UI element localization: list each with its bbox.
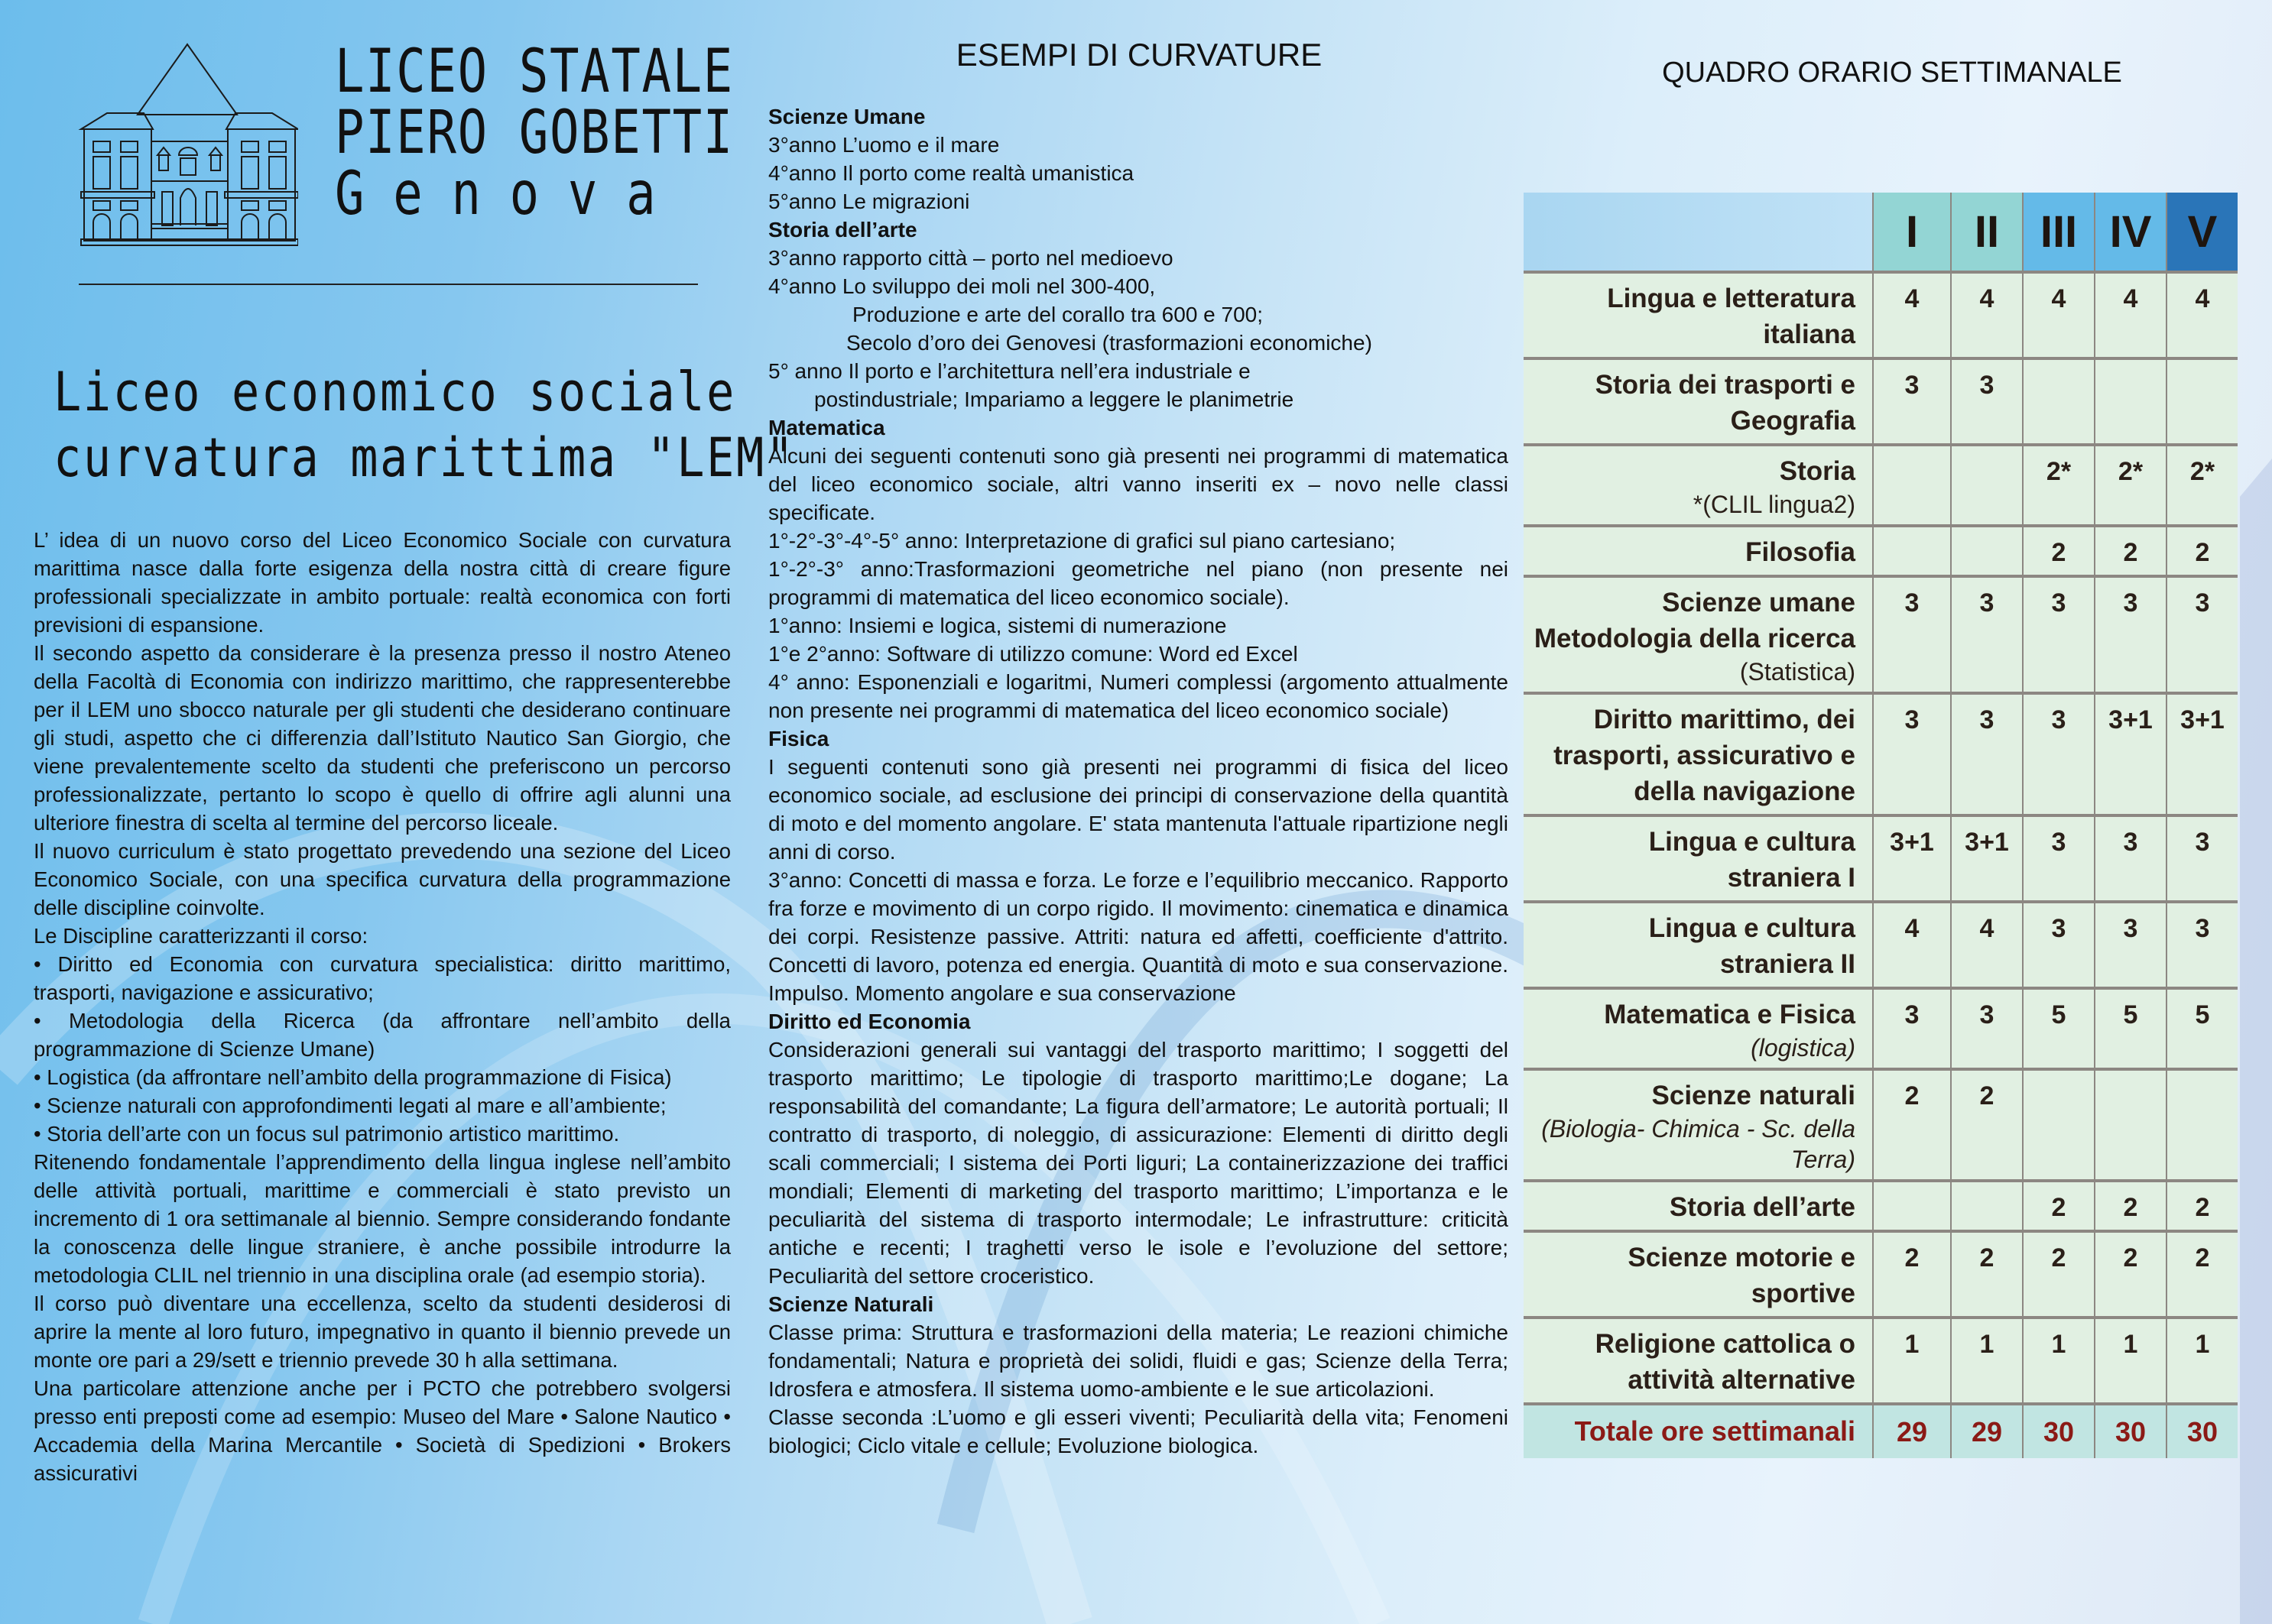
intro-paragraph: Una particolare attenzione anche per i PCTO che potrebbero svolgersi presso enti preposti come ad esempio: Museo del Mare • Salone Nautico • Accademia della Marina Mercantile • Società di Spedizioni • Brokers assicurativi (34, 1376, 731, 1485)
total-hours-cell: 30 (2167, 1404, 2238, 1458)
hours-cell: 3+1 (1951, 815, 2023, 902)
hours-cell: 4 (2023, 272, 2095, 358)
hours-cell: 2 (1951, 1231, 2023, 1318)
hours-cell (1951, 445, 2023, 526)
total-hours-cell: 29 (1951, 1404, 2023, 1458)
curvature-line: 4° anno: Esponenziali e logaritmi, Numeri complessi (argomento attualmente non presente nei programmi di matematica del liceo economico sociale) (768, 670, 1508, 722)
hours-cell: 2* (2167, 445, 2238, 526)
hours-cell: 3 (2023, 902, 2095, 988)
hours-cell: 2 (2023, 1231, 2095, 1318)
timetable-row (1524, 272, 2238, 358)
hours-cell: 4 (1873, 272, 1951, 358)
subject-name: Scienze motorie e sportive (1628, 1243, 1855, 1308)
timetable-row (1524, 1231, 2238, 1318)
intro-paragraph: Il corso può diventare una eccellenza, scelto da studenti desiderosi di aprire la mente al loro futuro, impegnativo in quanto il biennio prevede un monte ore pari a 29/sett e triennio prevede 30 h alla settimana. (34, 1292, 731, 1372)
hours-cell: 2* (2023, 445, 2095, 526)
course-title-line-1: Liceo economico sociale (54, 361, 736, 423)
subject-name: Storia (1779, 456, 1855, 486)
hours-cell: 2 (2167, 1231, 2238, 1318)
subject-cell (1524, 445, 1873, 526)
curvature-paragraph: Alcuni dei seguenti contenuti sono già presenti nei programmi di matematica del liceo economico sociale, altri vanno inseriti ex – novo nelle classi specificate. (768, 444, 1508, 524)
discipline-bullet: • Storia dell’arte con un focus sul patrimonio artistico marittimo. (34, 1120, 731, 1148)
subject-name: Lingua e cultura straniera II (1648, 913, 1855, 979)
discipline-bullet: • Scienze naturali con approfondimenti legati al mare e all’ambiente; (34, 1091, 731, 1120)
subject-name: Religione cattolica o attività alternative (1595, 1329, 1855, 1395)
subject-note: (logistica) (1751, 1034, 1855, 1062)
hours-cell (2023, 1069, 2095, 1181)
hours-cell: 2 (2095, 526, 2167, 576)
subject-name: Filosofia (1745, 537, 1855, 567)
timetable-row (1524, 1181, 2238, 1231)
hours-cell: 3 (1873, 358, 1951, 445)
curvature-line: 3°anno L’uomo e il mare (768, 133, 1000, 157)
hours-cell (2095, 358, 2167, 445)
subject-name: Lingua e cultura straniera I (1648, 827, 1855, 893)
section-heading-fisica: Fisica (768, 727, 829, 750)
hours-cell: 3 (1951, 988, 2023, 1069)
subject-cell (1524, 1231, 1873, 1318)
total-hours-cell: 30 (2023, 1404, 2095, 1458)
hours-cell: 1 (2095, 1318, 2167, 1404)
hours-cell: 3 (1951, 576, 2023, 693)
section-heading-scienze-naturali: Scienze Naturali (768, 1292, 934, 1316)
timetable-row (1524, 988, 2238, 1069)
timetable-row (1524, 902, 2238, 988)
hours-cell: 3 (2095, 576, 2167, 693)
hours-cell (1873, 526, 1951, 576)
discipline-bullet: • Logistica (da affrontare nell’ambito della programmazione di Fisica) (34, 1063, 731, 1091)
year-header: I (1873, 193, 1951, 272)
subject-note: (Biologia- Chimica - Sc. della Terra) (1541, 1115, 1855, 1173)
hours-cell: 2 (1873, 1069, 1951, 1181)
timetable-row (1524, 1069, 2238, 1181)
curvature-paragraph: Considerazioni generali sui vantaggi del trasporto marittimo; I soggetti del trasporto marittimo; Le tipologie di trasporto marittimo;Le dogane; La responsabilità del comandante; La figura dell’armatore; Le autorità portuali; Il contratto di trasporto, di noleggio, di assicurazione: Elementi di diritto degli scali commerciali; I sistema dei Porti liguri; La containerizzazione dei traffici mondiali; Elementi di marketing del trasporto marittimo; L’importanza e le peculiarità del sistema di trasporto intermodale; Le infrastrutture: criticità antiche e recenti; I traghetti verso le isole e l’evoluzione del settore; Peculiarità del settore croceristico. (768, 1038, 1508, 1288)
subject-cell (1524, 902, 1873, 988)
intro-paragraph: Le Discipline caratterizzanti il corso: (34, 924, 368, 948)
hours-cell: 3 (2167, 576, 2238, 693)
hours-cell: 3 (2167, 815, 2238, 902)
hours-cell: 3 (2095, 902, 2167, 988)
intro-paragraph: Il nuovo curriculum è stato progettato prevedendo una sezione del Liceo Economico Sociale, con una specifica curvatura della programmazione delle discipline coinvolte. (34, 839, 731, 919)
section-heading-storia-arte: Storia dell’arte (768, 218, 917, 241)
hours-cell: 2 (1951, 1069, 2023, 1181)
hours-cell: 4 (2167, 272, 2238, 358)
curvature-title: ESEMPI DI CURVATURE (956, 37, 1323, 73)
school-name (335, 37, 821, 229)
discipline-bullet: • Diritto ed Economia con curvatura specialistica: diritto marittimo, trasporti, navigazione e assicurativo; (34, 950, 731, 1006)
subject-cell (1524, 1069, 1873, 1181)
hours-cell: 3 (2023, 815, 2095, 902)
hours-cell: 3 (2023, 693, 2095, 815)
hours-cell: 3+1 (2095, 693, 2167, 815)
curvature-line: 3°anno rapporto città – porto nel medioevo (768, 246, 1173, 270)
curvature-line: postindustriale; Impariamo a leggere le planimetrie (814, 387, 1294, 411)
curvature-paragraph: Classe seconda :L’uomo e gli esseri viventi; Peculiarità della vita; Fenomeni biologici; Ciclo vitale e cellule; Evoluzione biologica. (768, 1405, 1508, 1457)
school-name-line-1: LICEO STATALE (335, 37, 734, 106)
hours-cell: 3 (1873, 576, 1951, 693)
timetable-row (1524, 445, 2238, 526)
subject-cell (1524, 1318, 1873, 1404)
total-label: Totale ore settimanali (1524, 1404, 1873, 1458)
section-heading-scienze-umane: Scienze Umane (768, 105, 926, 128)
hours-cell: 1 (2167, 1318, 2238, 1404)
hours-cell (1873, 1181, 1951, 1231)
timetable-row (1524, 1318, 2238, 1404)
discipline-bullet: • Metodologia della Ricerca (da affrontare nell’ambito della programmazione di Scienze Umane) (34, 1006, 731, 1063)
subject-name: Lingua e letteratura italiana (1607, 284, 1855, 349)
intro-text (34, 526, 731, 1487)
curvature-line: 5° anno Il porto e l’architettura nell’era industriale e (768, 359, 1251, 383)
year-header: IV (2095, 193, 2167, 272)
subject-cell (1524, 815, 1873, 902)
curvature-line: 5°anno Le migrazioni (768, 190, 970, 213)
timetable-title: QUADRO ORARIO SETTIMANALE (1662, 57, 2122, 89)
subject-name: Storia dei trasporti e Geografia (1595, 370, 1855, 436)
hours-cell: 2 (2023, 526, 2095, 576)
timetable-body (1524, 272, 2238, 1458)
course-title-line-2: curvatura marittima "LEM" (54, 426, 796, 489)
subject-cell (1524, 526, 1873, 576)
hours-cell: 2 (2095, 1181, 2167, 1231)
hours-cell: 3 (2095, 815, 2167, 902)
curvature-line: 4°anno Il porto come realtà umanistica (768, 161, 1134, 185)
hours-cell (1951, 1181, 2023, 1231)
course-title (0, 359, 796, 491)
school-name-line-2: PIERO GOBETTI (335, 99, 734, 167)
curvature-paragraph: Classe prima: Struttura e trasformazioni della materia; Le reazioni chimiche fondamentali; Natura e proprietà dei solidi, fluidi e gas; Scienze della Terra; Idrosfera e atmosfera. Il sistema uomo-ambiente e le sue articolazioni. (768, 1321, 1508, 1401)
subject-cell (1524, 576, 1873, 693)
total-row (1524, 1404, 2238, 1458)
subject-note: (Statistica) (1739, 658, 1855, 686)
intro-paragraph: L’ idea di un nuovo corso del Liceo Economico Sociale con curvatura marittima nasce dalla forte esigenza della nostra città di creare figure professionali specializzate in ambito portuale: realtà economica con forti previsioni di espansione. (34, 528, 731, 637)
timetable-row (1524, 576, 2238, 693)
hours-cell: 3 (1951, 358, 2023, 445)
subject-note: *(CLIL lingua2) (1693, 491, 1855, 518)
hours-cell (2095, 1069, 2167, 1181)
curvature-paragraph: I seguenti contenuti sono già presenti nei programmi di fisica del liceo economico sociale, ad esclusione dei principi di conservazione della quantità di moto e del momento angolare. E' stata mantenuta l'attuale ripartizione negli anni di corso. (768, 755, 1508, 864)
subject-cell (1524, 988, 1873, 1069)
hours-cell: 3 (2167, 902, 2238, 988)
subject-name: Diritto marittimo, dei trasporti, assicurativo e della navigazione (1553, 705, 1855, 806)
curvature-line: 1°e 2°anno: Software di utilizzo comune: Word ed Excel (768, 642, 1298, 666)
year-header: V (2167, 193, 2238, 272)
subject-name: Scienze naturali (1651, 1081, 1855, 1110)
hours-cell: 4 (1951, 272, 2023, 358)
hours-cell: 3+1 (2167, 693, 2238, 815)
subject-name: Storia dell’arte (1669, 1192, 1855, 1222)
hours-cell: 3 (1951, 693, 2023, 815)
header-divider (79, 284, 698, 285)
hours-cell: 1 (1873, 1318, 1951, 1404)
curvature-line: Produzione e arte del corallo tra 600 e 700; (852, 303, 1264, 326)
subject-cell (1524, 358, 1873, 445)
weekly-timetable (1524, 193, 2238, 1458)
hours-cell: 3 (2023, 576, 2095, 693)
hours-cell (2023, 358, 2095, 445)
hours-cell: 3+1 (1873, 815, 1951, 902)
hours-cell: 4 (2095, 272, 2167, 358)
total-hours-cell: 30 (2095, 1404, 2167, 1458)
header-blank-cell (1524, 193, 1873, 272)
hours-cell: 2 (2167, 526, 2238, 576)
subject-cell (1524, 1181, 1873, 1231)
intro-paragraph: Ritenendo fondamentale l’apprendimento della lingua inglese nell’ambito delle attività portuali, marittime e commerciali è stato previsto un incremento di 1 ora settimanale al biennio. Sempre considerando fondante la conoscenza delle lingue straniere, è anche possibile introdurre la metodologia CLIL nel triennio in una disciplina orale (ad esempio storia). (34, 1150, 731, 1287)
hours-cell: 3 (1873, 693, 1951, 815)
hours-cell: 4 (1951, 902, 2023, 988)
section-heading-matematica: Matematica (768, 416, 885, 439)
hours-cell (2167, 358, 2238, 445)
curvature-paragraph: 3°anno: Concetti di massa e forza. Le forze e l’equilibrio meccanico. Rapporto fra forze e movimento di un corpo rigido. Il movimento: cinematica e dinamica dei corpi. Resistenze passive. Attriti: natura ed affetti, coefficiente d'attrito. Concetti di lavoro, potenza ed energia. Quantità di moto e sua conservazione. Impulso. Momento angolare e sua conservazione (768, 868, 1508, 1005)
hours-cell: 5 (2167, 988, 2238, 1069)
timetable-row (1524, 358, 2238, 445)
hours-cell: 3 (1873, 988, 1951, 1069)
hours-cell: 1 (1951, 1318, 2023, 1404)
curvature-line: 1°anno: Insiemi e logica, sistemi di numerazione (768, 614, 1227, 637)
subject-cell (1524, 693, 1873, 815)
hours-cell: 2 (2023, 1181, 2095, 1231)
hours-cell: 1 (2023, 1318, 2095, 1404)
timetable-row (1524, 526, 2238, 576)
subject-name: Scienze umane Metodologia della ricerca (1534, 588, 1855, 653)
intro-paragraph: Il secondo aspetto da considerare è la presenza presso il nostro Ateneo della Facoltà di Economia con indirizzo marittimo, che rappresenterebbe per il LEM uno sbocco naturale per gli studenti che desiderano continuare gli studi, aspetto che ci differenzia dall’Istituto Nautico San Giorgio, che viene prevalentemente scelto da studenti che preferiscono un percorso professionalizzate, pertanto lo scopo è quello di offrire agli alunni una ulteriore finestra di scelta al termine del percorso liceale. (34, 641, 731, 835)
timetable-row (1524, 815, 2238, 902)
curvature-line: 1°-2°-3° anno:Trasformazioni geometriche nel piano (non presente nei programmi di matematica del liceo economico sociale). (768, 557, 1508, 609)
timetable-row (1524, 693, 2238, 815)
section-heading-diritto: Diritto ed Economia (768, 1010, 971, 1033)
curvature-line: Secolo d’oro dei Genovesi (trasformazioni economiche) (846, 331, 1372, 355)
subject-cell (1524, 272, 1873, 358)
timetable-header-row (1524, 193, 2238, 272)
hours-cell: 2 (2167, 1181, 2238, 1231)
subject-name: Matematica e Fisica (1604, 1000, 1855, 1029)
hours-cell: 2 (2095, 1231, 2167, 1318)
year-header: III (2023, 193, 2095, 272)
hours-cell (2167, 1069, 2238, 1181)
school-city: Genova (335, 160, 685, 229)
school-building-logo (76, 42, 298, 248)
hours-cell: 4 (1873, 902, 1951, 988)
hours-cell: 5 (2095, 988, 2167, 1069)
year-header: II (1951, 193, 2023, 272)
hours-cell: 2* (2095, 445, 2167, 526)
curvature-examples (768, 102, 1508, 1460)
hours-cell: 5 (2023, 988, 2095, 1069)
curvature-line: 4°anno Lo sviluppo dei moli nel 300-400, (768, 274, 1156, 298)
hours-cell: 2 (1873, 1231, 1951, 1318)
hours-cell (1951, 526, 2023, 576)
curvature-line: 1°-2°-3°-4°-5° anno: Interpretazione di grafici sul piano cartesiano; (768, 529, 1396, 553)
hours-cell (1873, 445, 1951, 526)
total-hours-cell: 29 (1873, 1404, 1951, 1458)
